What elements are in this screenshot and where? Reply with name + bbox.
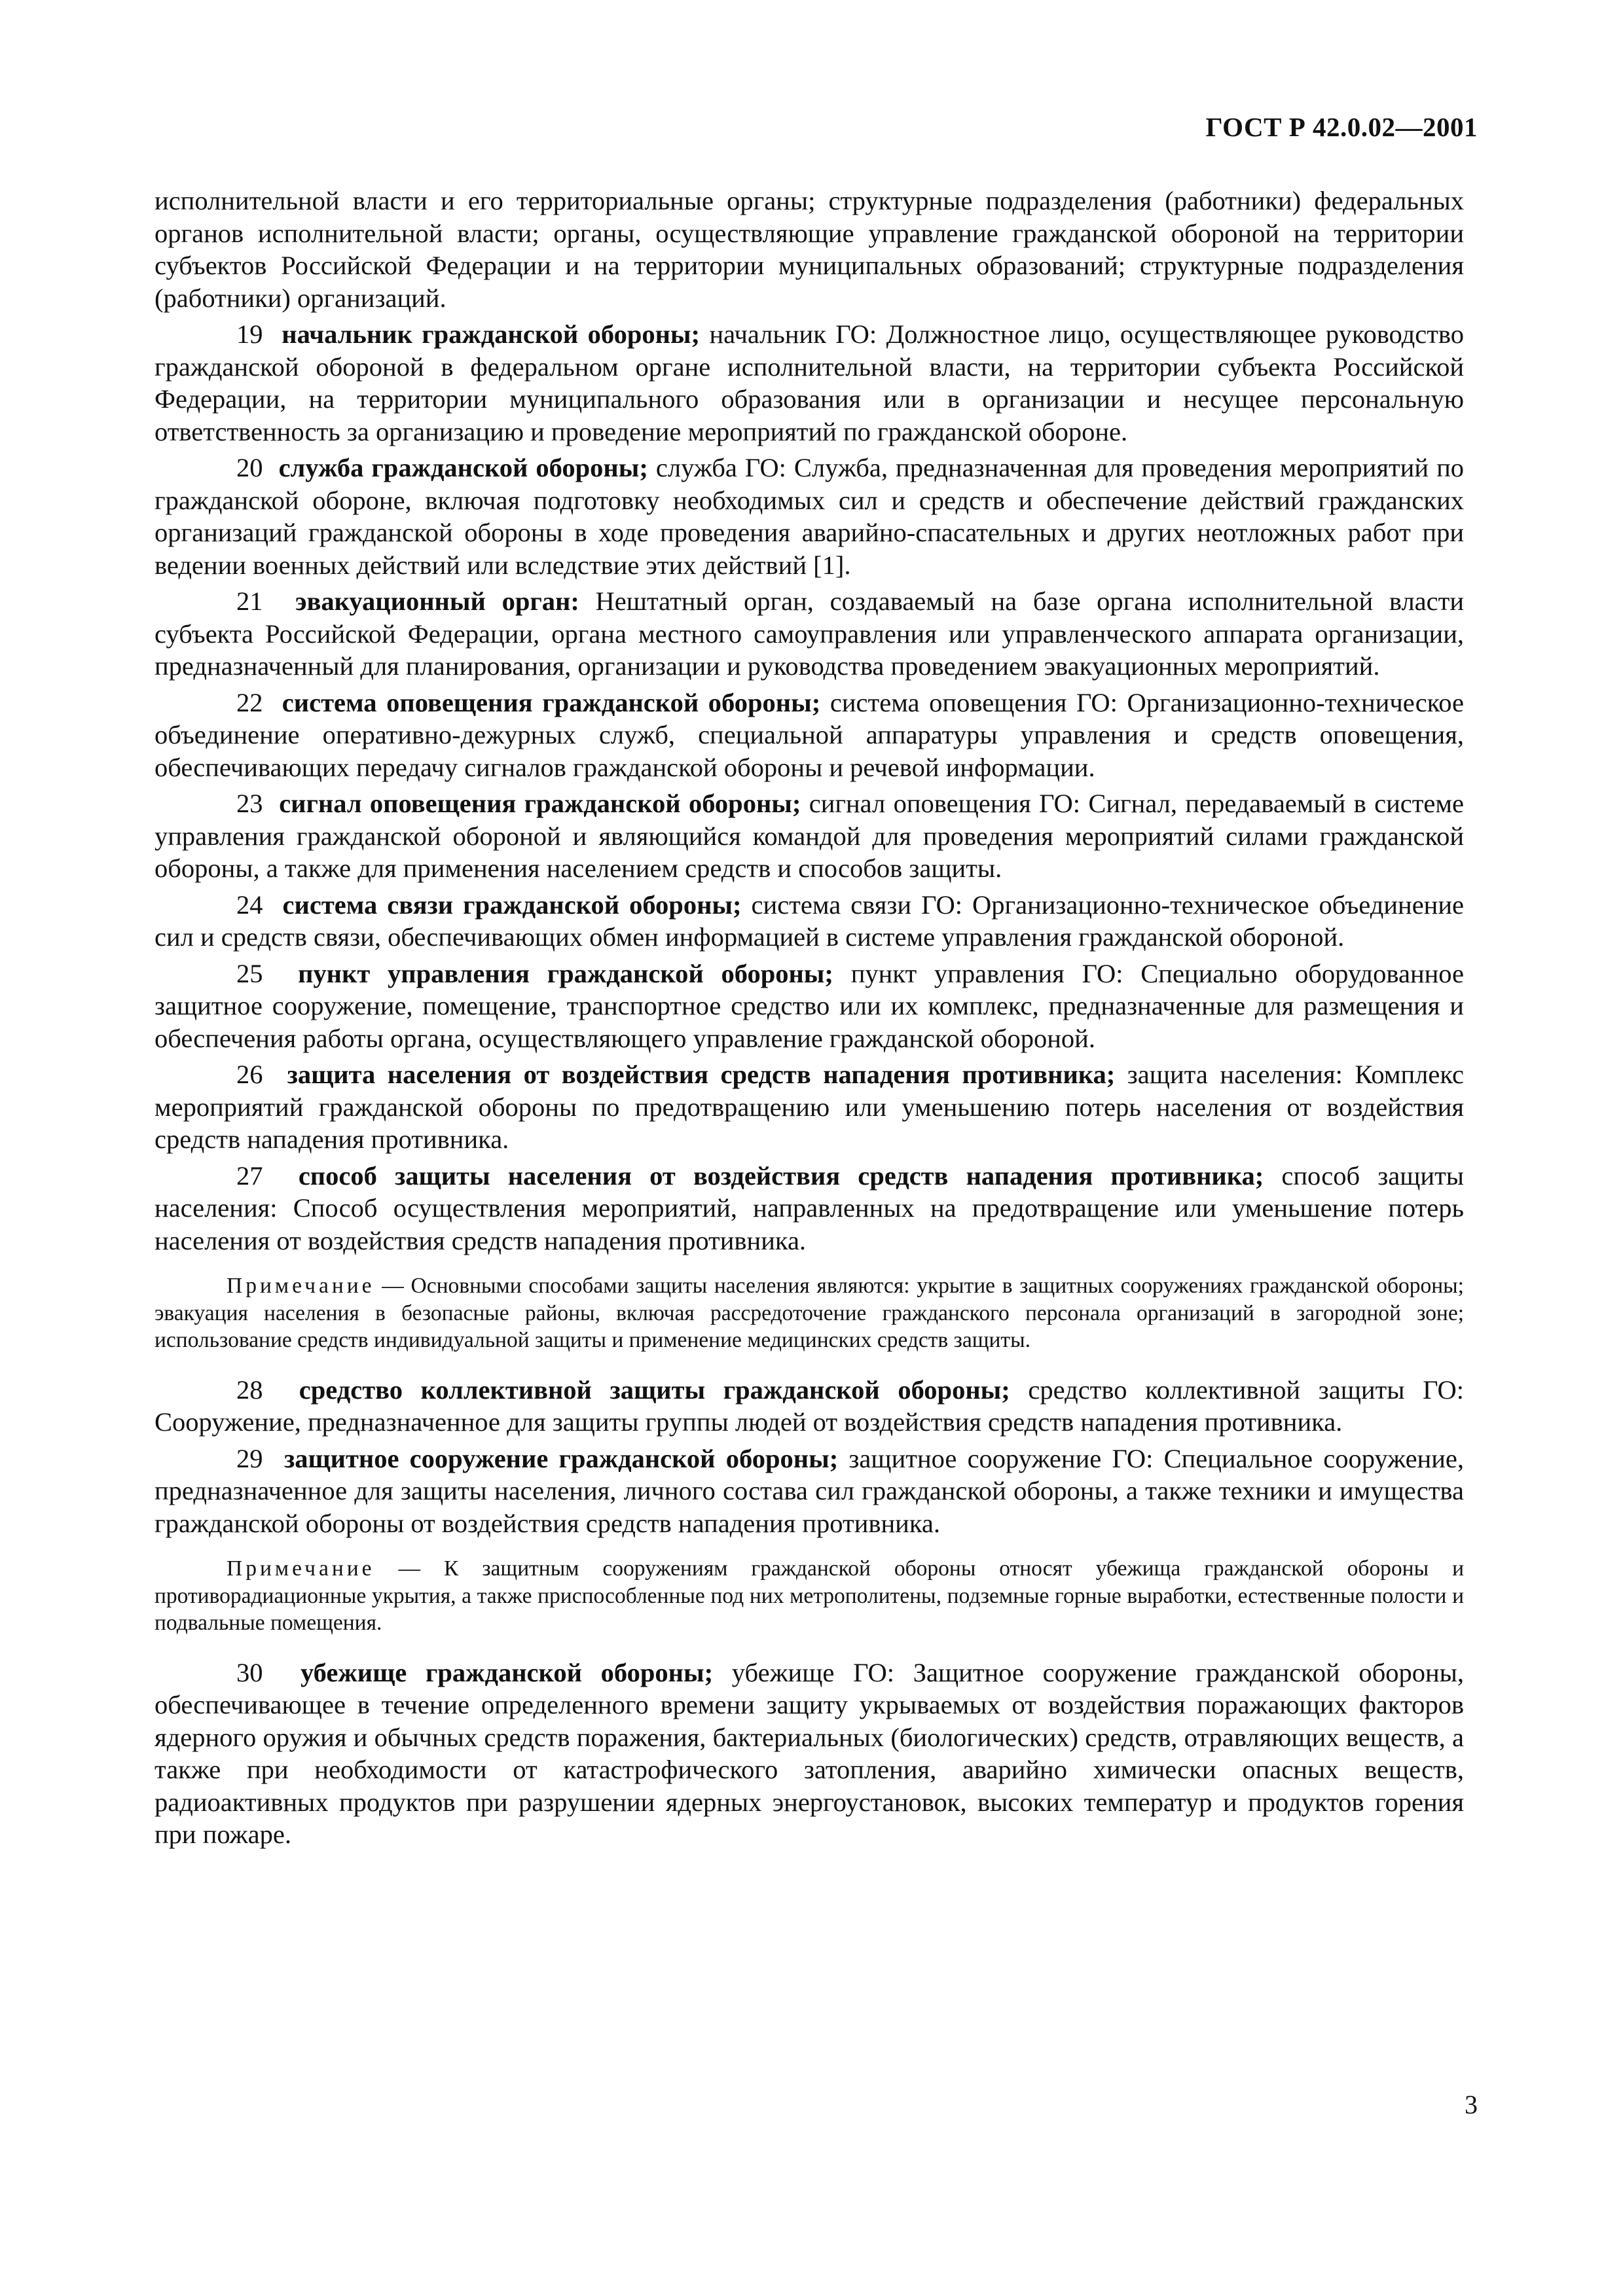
note-label: Примечание: [227, 1274, 375, 1298]
term-entry-29: [155, 1443, 1464, 1540]
entry-definition: защита населения: Комплекс мероприятий гражданской обороны по предотвращению или уменьшению потерь населения от воздействия средств нападения противника.: [155, 1060, 1464, 1154]
term-entry-26: [155, 1058, 1464, 1156]
entry-definition: способ защиты населения: Способ осуществления мероприятий, направленных на предотвращение или уменьшение потерь населения от воздействия средств нападения противника.: [155, 1160, 1465, 1255]
entry-number: 21: [236, 586, 263, 616]
entry-number: 20: [236, 453, 263, 482]
term-entry-28: [155, 1374, 1464, 1439]
entry-term: система оповещения гражданской обороны;: [282, 687, 821, 717]
term-entry-19: [155, 318, 1464, 448]
entry-term: служба гражданской обороны;: [278, 453, 648, 482]
entry-number: 24: [236, 889, 263, 920]
entry-definition: Нештатный орган, создаваемый на базе органа исполнительной власти субъекта Российской Федерации, органа местного самоуправления или управленческого аппарата организации, предназначенный для планирования, организации и руководства проведением эвакуационных мероприятий.: [155, 586, 1465, 681]
note-paragraph: [155, 1555, 1464, 1637]
entry-term: защитное сооружение гражданской обороны;: [283, 1443, 839, 1473]
entry-definition: система оповещения ГО: Организационно-техническое объединение оперативно-дежурных служб, специальной аппаратуры управления и средств оповещения, обеспечивающих передачу сигналов гражданской обороны и речевой информации.: [155, 687, 1465, 782]
entry-definition: убежище ГО: Защитное сооружение гражданской обороны, обеспечивающее в течение определенного времени защиту укрываемых от воздействия поражающих факторов ядерного оружия и обычных средств поражения, бактериальных (биологических) средств, отравляющих веществ, а также при необходимости от катастрофического затопления, аварийно химически опасных веществ, радиоактивных продуктов при разрушении ядерных энергоустановок, высоких температур и продуктов горения при пожаре.: [155, 1657, 1464, 1849]
note-text: — К защитным сооружениям гражданской обороны относят убежища гражданской обороны и противорадиационные укрытия, а также приспособленные под них метрополитены, подземные горные выработки, естественные полости и подвальные помещения.: [155, 1556, 1464, 1635]
entry-definition: пункт управления ГО: Специально оборудованное защитное сооружение, помещение, транспортное средство или их комплекс, предназначенные для размещения и обеспечения работы органа, осуществляющего управление гражданской обороной.: [155, 958, 1465, 1053]
term-entry-22: [155, 687, 1464, 784]
note-paragraph: [155, 1272, 1464, 1354]
entry-number: 28: [236, 1374, 263, 1405]
entry-number: 26: [236, 1060, 263, 1089]
note-label: Примечание: [227, 1556, 375, 1581]
entry-term: система связи гражданской обороны;: [282, 889, 742, 920]
note-text: — Основными способами защиты населения являются: укрытие в защитных сооружениях гражданской обороны; эвакуация населения в безопасные районы, включая рассредоточение гражданского персонала организаций в загородной зоне; использование средств индивидуальной защиты и применение медицинских средств защиты.: [155, 1274, 1464, 1352]
term-entry-30: [155, 1657, 1464, 1851]
entry-number: 22: [236, 687, 263, 717]
entry-definition: система связи ГО: Организационно-техническое объединение сил и средств связи, обеспечивающих обмен информацией в системе управления гражданской обороной.: [155, 889, 1464, 952]
term-entry-24: [155, 889, 1464, 954]
term-entry-23: [155, 787, 1464, 885]
entry-number: 30: [236, 1657, 263, 1687]
entry-definition: средство коллективной защиты ГО: Сооружение, предназначенное для защиты группы людей от воздействия средств нападения противника.: [155, 1374, 1465, 1437]
entry-term: эвакуационный орган:: [295, 586, 579, 616]
entry-term: способ защиты населения от воздействия средств нападения противника;: [298, 1160, 1264, 1191]
term-entry-27: [155, 1160, 1464, 1257]
entry-number: 25: [236, 958, 263, 988]
entry-definition: служба ГО: Служба, предназначенная для проведения мероприятий по гражданской обороне, включая подготовку необходимых сил и средств и обеспечение действий гражданских организаций гражданской обороны в ходе проведения аварийно-спасательных и других неотложных работ при ведении военных действий или вследствие этих действий [1].: [155, 453, 1464, 580]
term-entry-25: [155, 958, 1464, 1055]
entry-term: сигнал оповещения гражданской обороны;: [279, 789, 801, 818]
entry-term: убежище гражданской обороны;: [300, 1657, 714, 1687]
term-entry-21: [155, 585, 1464, 683]
entry-definition: защитное сооружение ГО: Специальное сооружение, предназначенное для защиты населения, личного состава сил гражданской обороны, а также техники и имущества гражданской обороны от воздействия средств нападения противника.: [155, 1443, 1465, 1538]
entry-term: пункт управления гражданской обороны;: [298, 958, 833, 988]
page-number: 3: [1465, 2090, 1478, 2119]
entry-definition: сигнал оповещения ГО: Сигнал, передаваемый в системе управления гражданской обороной и являющийся командой для проведения мероприятий силами гражданской обороны, а также для применения населением средств и способов защиты.: [155, 789, 1465, 883]
entry-definition: начальник ГО: Должностное лицо, осуществляющее руководство гражданской обороной в федеральном органе исполнительной власти, на территории субъекта Российской Федерации, на территории муниципального образования или в организации и несущее персональную ответственность за организацию и проведение мероприятий по гражданской обороне.: [155, 319, 1464, 446]
entry-term: защита населения от воздействия средств нападения противника;: [287, 1060, 1116, 1089]
term-entry-20: [155, 452, 1464, 581]
entry-number: 23: [236, 789, 263, 818]
entry-term: начальник гражданской обороны;: [282, 319, 701, 349]
entry-number: 27: [236, 1160, 263, 1191]
entry-number: 29: [236, 1443, 263, 1473]
document-body: [155, 185, 1464, 1855]
entry-term: средство коллективной защиты гражданской обороны;: [299, 1374, 1010, 1405]
intro-paragraph: исполнительной власти и его территориальные органы; структурные подразделения (работники) федеральных органов исполнительной власти; органы, осуществляющие управление гражданской обороной на территории субъектов Российской Федерации и на территории муниципальных образований; структурные подразделения (работники) организаций.: [155, 186, 1464, 313]
document-header: ГОСТ Р 42.0.02—2001: [1205, 112, 1478, 142]
entry-number: 19: [236, 319, 263, 349]
